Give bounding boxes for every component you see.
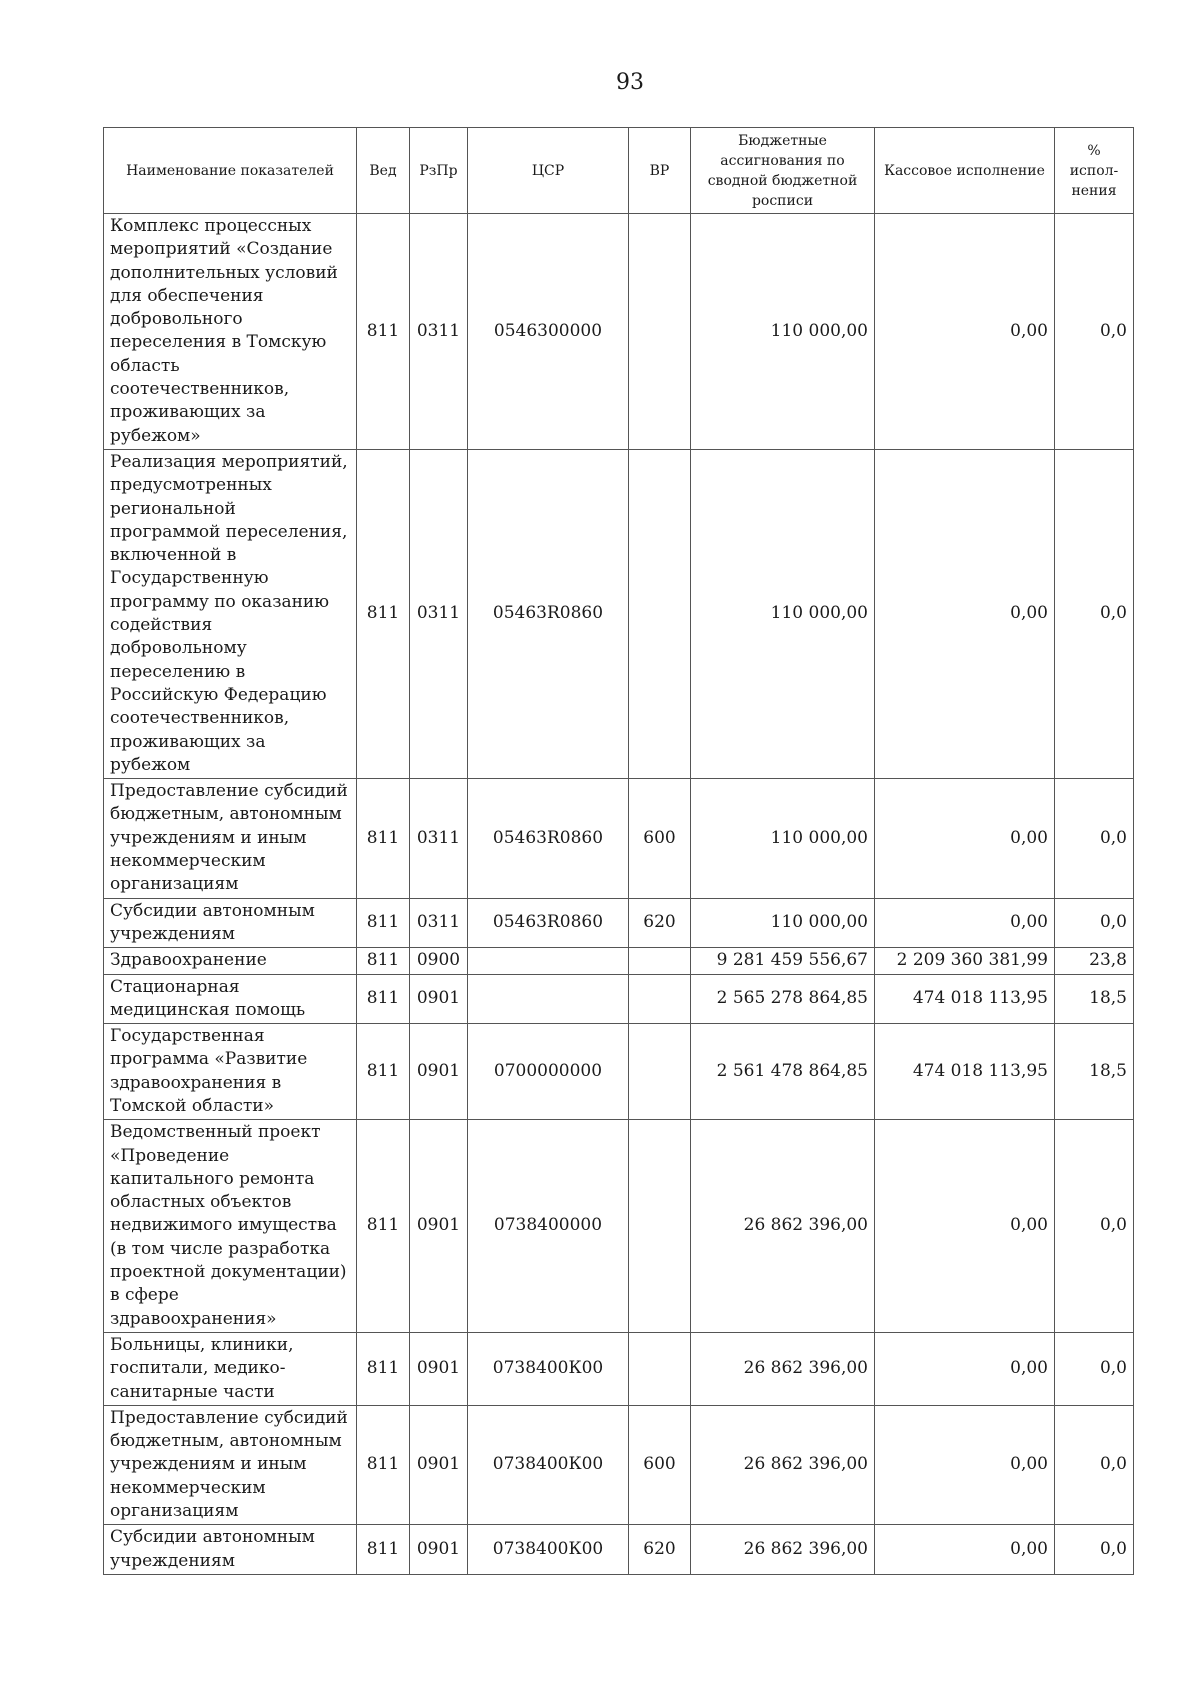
page-number: 93 (616, 70, 644, 95)
row-name: Государственная программа «Развитие здравоохранения в Томской области» (104, 1024, 357, 1120)
table-row (104, 779, 1134, 898)
table-row (104, 898, 1134, 948)
row-percent: 0,0 (1055, 1332, 1134, 1405)
row-executed: 0,00 (875, 898, 1055, 948)
row-name: Больницы, клиники, госпитали, медико-санитарные части (104, 1332, 357, 1405)
table-row (104, 214, 1134, 450)
row-vr (629, 1332, 691, 1405)
row-percent: 18,5 (1055, 1024, 1134, 1120)
row-percent: 0,0 (1055, 1120, 1134, 1333)
table-row (104, 1405, 1134, 1524)
row-vr: 620 (629, 898, 691, 948)
row-ved: 811 (357, 1405, 410, 1524)
row-percent: 0,0 (1055, 449, 1134, 778)
row-assigned: 26 862 396,00 (691, 1405, 875, 1524)
row-assigned: 9 281 459 556,67 (691, 948, 875, 974)
table-row (104, 1024, 1134, 1120)
row-name: Здравоохранение (104, 948, 357, 974)
row-csr: 0738400000 (468, 1120, 629, 1333)
header-executed: Кассовое исполнение (875, 128, 1055, 214)
row-executed: 0,00 (875, 214, 1055, 450)
row-rzpr: 0901 (410, 1332, 468, 1405)
row-vr (629, 449, 691, 778)
row-assigned: 26 862 396,00 (691, 1120, 875, 1333)
row-name: Предоставление субсидий бюджетным, автономным учреждениям и иным некоммерческим организациям (104, 1405, 357, 1524)
row-ved: 811 (357, 779, 410, 898)
header-name: Наименование показателей (104, 128, 357, 214)
row-vr (629, 1024, 691, 1120)
row-rzpr: 0311 (410, 898, 468, 948)
row-executed: 0,00 (875, 1405, 1055, 1524)
row-vr: 620 (629, 1525, 691, 1575)
row-percent: 18,5 (1055, 974, 1134, 1024)
row-rzpr: 0901 (410, 1120, 468, 1333)
row-assigned: 110 000,00 (691, 779, 875, 898)
row-vr (629, 214, 691, 450)
row-rzpr: 0311 (410, 214, 468, 450)
row-rzpr: 0900 (410, 948, 468, 974)
header-assigned: Бюджетные ассигнования по сводной бюджетной росписи (691, 128, 875, 214)
table-row (104, 449, 1134, 778)
row-percent: 0,0 (1055, 779, 1134, 898)
row-ved: 811 (357, 214, 410, 450)
row-vr: 600 (629, 779, 691, 898)
row-rzpr: 0311 (410, 779, 468, 898)
row-ved: 811 (357, 948, 410, 974)
row-assigned: 110 000,00 (691, 214, 875, 450)
header-ved: Вед (357, 128, 410, 214)
row-executed: 2 209 360 381,99 (875, 948, 1055, 974)
row-ved: 811 (357, 1024, 410, 1120)
row-csr (468, 974, 629, 1024)
row-vr: 600 (629, 1405, 691, 1524)
row-csr: 0738400К00 (468, 1525, 629, 1575)
row-assigned: 110 000,00 (691, 898, 875, 948)
row-name: Стационарная медицинская помощь (104, 974, 357, 1024)
row-executed: 0,00 (875, 779, 1055, 898)
row-ved: 811 (357, 898, 410, 948)
row-percent: 0,0 (1055, 898, 1134, 948)
row-csr (468, 948, 629, 974)
row-executed: 474 018 113,95 (875, 1024, 1055, 1120)
row-rzpr: 0901 (410, 974, 468, 1024)
row-rzpr: 0901 (410, 1525, 468, 1575)
header-percent: % испол-нения (1055, 128, 1134, 214)
table-row (104, 1120, 1134, 1333)
header-vr: ВР (629, 128, 691, 214)
row-csr: 0738400К00 (468, 1332, 629, 1405)
row-assigned: 26 862 396,00 (691, 1525, 875, 1575)
row-assigned: 2 561 478 864,85 (691, 1024, 875, 1120)
row-vr (629, 1120, 691, 1333)
table-header-row (104, 128, 1134, 214)
row-assigned: 2 565 278 864,85 (691, 974, 875, 1024)
row-ved: 811 (357, 1332, 410, 1405)
row-name: Комплекс процессных мероприятий «Создание дополнительных условий для обеспечения добровольного переселения в Томскую область соотечественников, проживающих за рубежом» (104, 214, 357, 450)
row-name: Субсидии автономным учреждениям (104, 898, 357, 948)
row-vr (629, 948, 691, 974)
row-ved: 811 (357, 1120, 410, 1333)
row-executed: 0,00 (875, 1332, 1055, 1405)
row-name: Ведомственный проект «Проведение капитального ремонта областных объектов недвижимого имущества (в том числе разработка проектной документации) в сфере здравоохранения» (104, 1120, 357, 1333)
budget-execution-table (103, 127, 1134, 1575)
header-csr: ЦСР (468, 128, 629, 214)
row-csr: 05463R0860 (468, 449, 629, 778)
row-csr: 0738400К00 (468, 1405, 629, 1524)
row-ved: 811 (357, 1525, 410, 1575)
table-row (104, 1525, 1134, 1575)
row-ved: 811 (357, 449, 410, 778)
row-name: Реализация мероприятий, предусмотренных региональной программой переселения, включенной в Государственную программу по оказанию содействия добровольному переселению в Российскую Федерацию соотечественников, проживающих за рубежом (104, 449, 357, 778)
table-row (104, 974, 1134, 1024)
row-csr: 05463R0860 (468, 898, 629, 948)
row-executed: 0,00 (875, 1120, 1055, 1333)
row-name: Предоставление субсидий бюджетным, автономным учреждениям и иным некоммерческим организациям (104, 779, 357, 898)
row-percent: 0,0 (1055, 1525, 1134, 1575)
row-csr: 05463R0860 (468, 779, 629, 898)
row-vr (629, 974, 691, 1024)
row-percent: 0,0 (1055, 214, 1134, 450)
row-csr: 0546300000 (468, 214, 629, 450)
header-rzpr: РзПр (410, 128, 468, 214)
row-csr: 0700000000 (468, 1024, 629, 1120)
row-assigned: 110 000,00 (691, 449, 875, 778)
row-rzpr: 0901 (410, 1405, 468, 1524)
row-percent: 0,0 (1055, 1405, 1134, 1524)
row-executed: 0,00 (875, 1525, 1055, 1575)
row-name: Субсидии автономным учреждениям (104, 1525, 357, 1575)
row-executed: 0,00 (875, 449, 1055, 778)
row-executed: 474 018 113,95 (875, 974, 1055, 1024)
row-rzpr: 0311 (410, 449, 468, 778)
table-row (104, 1332, 1134, 1405)
row-ved: 811 (357, 974, 410, 1024)
row-rzpr: 0901 (410, 1024, 468, 1120)
row-percent: 23,8 (1055, 948, 1134, 974)
row-assigned: 26 862 396,00 (691, 1332, 875, 1405)
table-row (104, 948, 1134, 974)
